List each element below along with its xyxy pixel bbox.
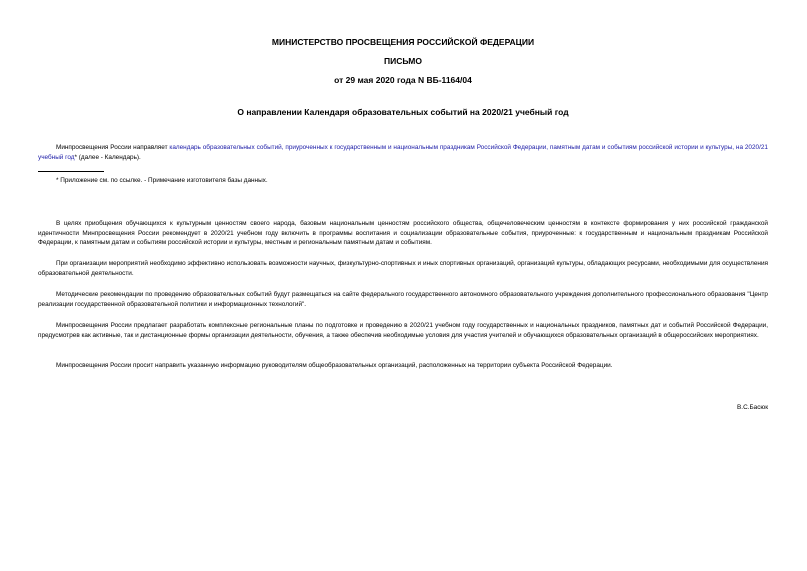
document-page xyxy=(38,0,768,571)
document-type-heading: ПИСЬМО xyxy=(384,56,422,66)
paragraph-regional-plans: Минпросвещения России предлагает разработать комплексные региональные планы по подготовке и проведению в 2020/21 учебном году государственных и национальных праздников, памятных дат и событий Российской Федерации, предусмотрев как активные, так и дистанционные формы организации деятельности, обучения, а также обеспечив необходимые условия для участия учителей и обучающихся образовательных организаций в общероссийских мероприятиях. xyxy=(38,322,768,339)
paragraph-intro-tail: (далее - Календарь). xyxy=(76,153,141,161)
calendar-link[interactable]: календарь образовательных событий, приуроченных к государственным и национальным праздникам Российской Федерации, памятным датам и событиям российской истории и культуры, на 2020/21 учебный год xyxy=(38,144,768,161)
document-title: О направлении Календаря образовательных событий на 2020/21 учебный год xyxy=(237,107,569,117)
paragraph-recommendation: В целях приобщения обучающихся к культурным ценностям своего народа, базовым национальным ценностям российского общества, общечеловеческим ценностям в контексте формирования у них российской гражданской идентичности Минпросвещения России рекомендует в 2020/21 учебном году включить в программы воспитания и социализации образовательные события, приуроченные: к государственным и национальным праздникам Российской Федерации, к памятным датам и событиям российской истории и культуры, местным и региональным памятным датам и событиям. xyxy=(38,220,768,247)
paragraph-organizations: При организации мероприятий необходимо эффективно использовать возможности научных, физкультурно-спортивных и иных спортивных организаций, организаций культуры, обладающих ресурсами, необходимыми для осуществления образовательной деятельности. xyxy=(38,260,768,277)
paragraph-intro-lead: Минпросвещения России направляет xyxy=(56,144,170,151)
paragraph-intro xyxy=(38,143,768,162)
paragraph-request: Минпросвещения России просит направить указанную информацию руководителям общеобразовательных организаций, расположенных на территории субъекта Российской Федерации. xyxy=(56,362,613,369)
signature: В.С.Басюк xyxy=(737,404,768,411)
paragraph-methodical: Методические рекомендации по проведению образовательных событий будут размещаться на сайте федерального государственного автономного образовательного учреждения дополнительного профессионального образования "Центр реализации государственной образовательной политики и информационных технологий". xyxy=(38,291,768,308)
ministry-heading: МИНИСТЕРСТВО ПРОСВЕЩЕНИЯ РОССИЙСКОЙ ФЕДЕРАЦИИ xyxy=(271,37,535,47)
footnote-marker: * xyxy=(74,153,77,161)
footnote-divider xyxy=(38,171,104,172)
document-date-number: от 29 мая 2020 года N ВБ-1164/04 xyxy=(334,75,472,85)
footnote-text: * Приложение см. по ссылке. - Примечание изготовителя базы данных. xyxy=(56,177,268,184)
